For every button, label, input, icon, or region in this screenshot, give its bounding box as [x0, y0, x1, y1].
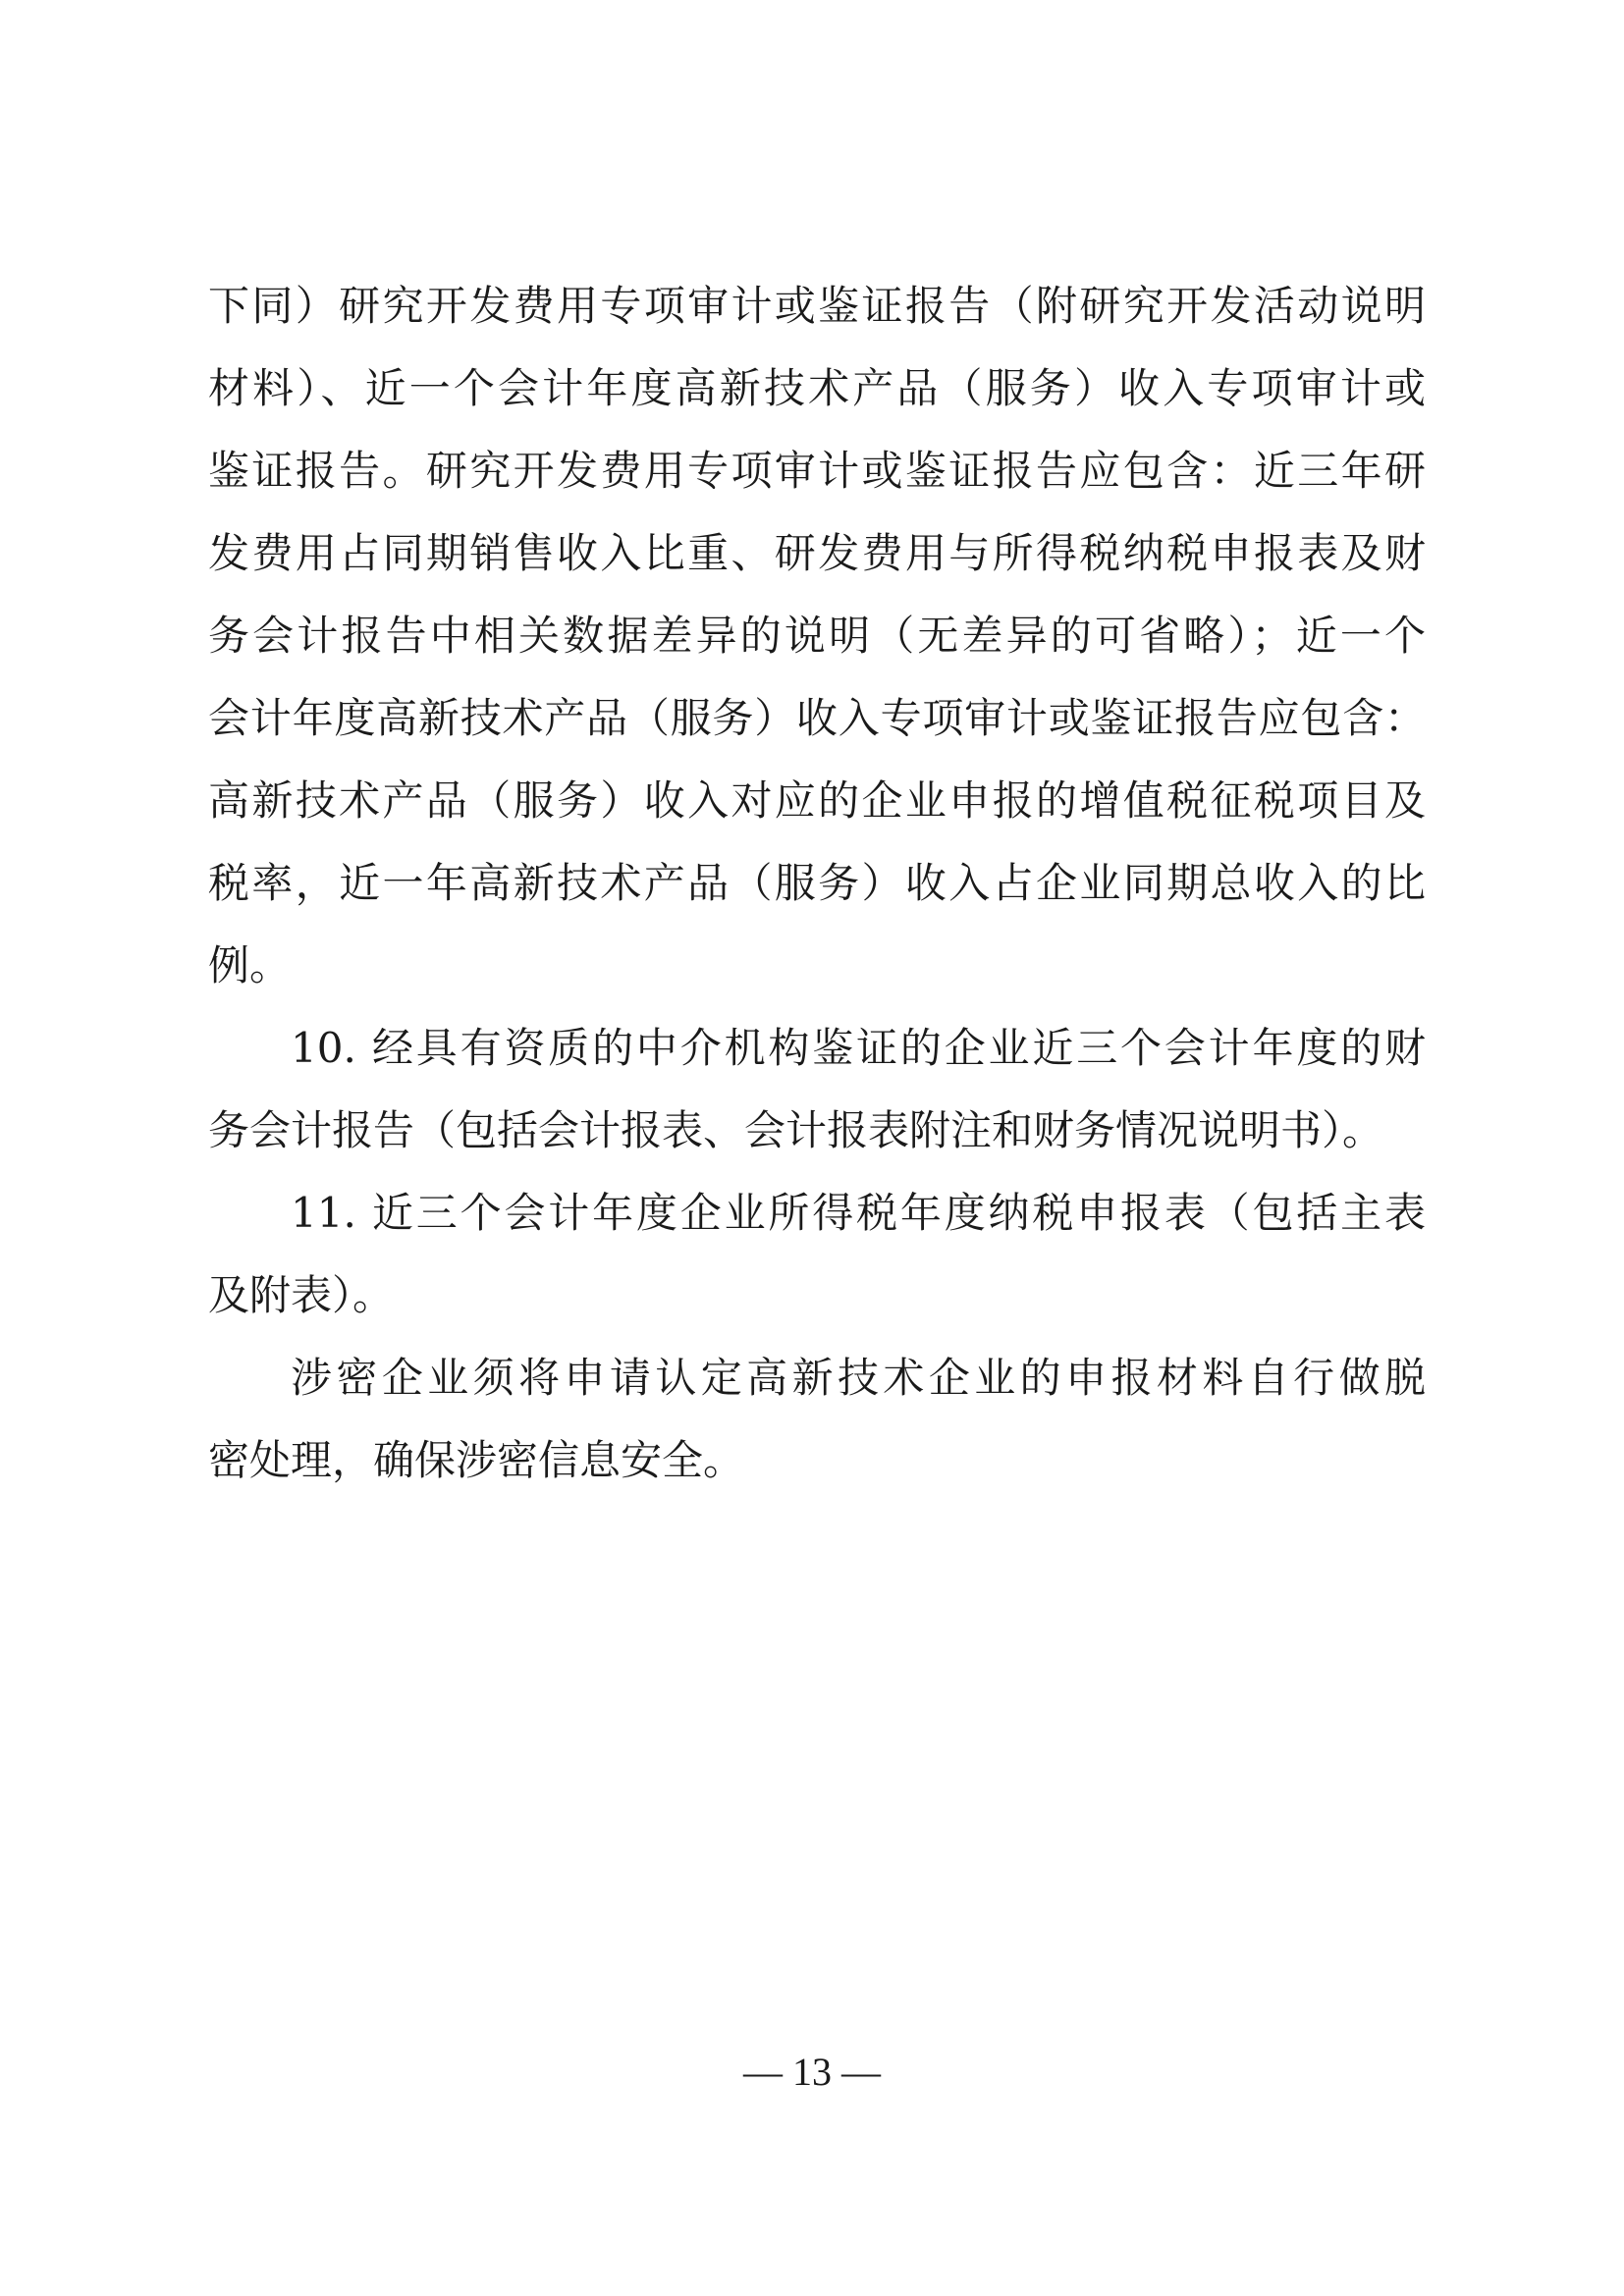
text-line: 10. 经具有资质的中介机构鉴证的企业近三个会计年度的财 [291, 1024, 1426, 1072]
text-line: 密处理，确保涉密信息安全。 [208, 1436, 745, 1484]
text-line: 材料）、近一个会计年度高新技术产品（服务）收入专项审计或 [208, 364, 1426, 412]
body-text [208, 265, 1426, 1502]
paragraph-continued [208, 265, 1426, 1007]
text-line: 下同）研究开发费用专项审计或鉴证报告（附研究开发活动说明 [208, 282, 1426, 330]
paragraph-note [208, 1337, 1426, 1502]
text-line: 11. 近三个会计年度企业所得税年度纳税申报表（包括主表 [291, 1189, 1426, 1237]
text-line: 税率，近一年高新技术产品（服务）收入占企业同期总收入的比 [208, 859, 1426, 907]
text-line: 例。 [208, 941, 292, 989]
page-number: — 13 — [743, 2050, 881, 2094]
paragraph-item-11 [208, 1172, 1426, 1337]
text-line: 涉密企业须将申请认定高新技术企业的申报材料自行做脱 [291, 1354, 1426, 1402]
text-line: 及附表）。 [208, 1271, 395, 1319]
paragraph-item-10 [208, 1007, 1426, 1172]
text-line: 务会计报告（包括会计报表、会计报表附注和财务情况说明书）。 [208, 1106, 1384, 1154]
text-line: 务会计报告中相关数据差异的说明（无差异的可省略）；近一个 [208, 612, 1426, 660]
text-line: 鉴证报告。研究开发费用专项审计或鉴证报告应包含：近三年研 [208, 447, 1426, 495]
text-line: 高新技术产品（服务）收入对应的企业申报的增值税征税项目及 [208, 776, 1426, 825]
text-line: 发费用占同期销售收入比重、研发费用与所得税纳税申报表及财 [208, 529, 1426, 577]
text-line: 会计年度高新技术产品（服务）收入专项审计或鉴证报告应包含： [208, 694, 1426, 742]
